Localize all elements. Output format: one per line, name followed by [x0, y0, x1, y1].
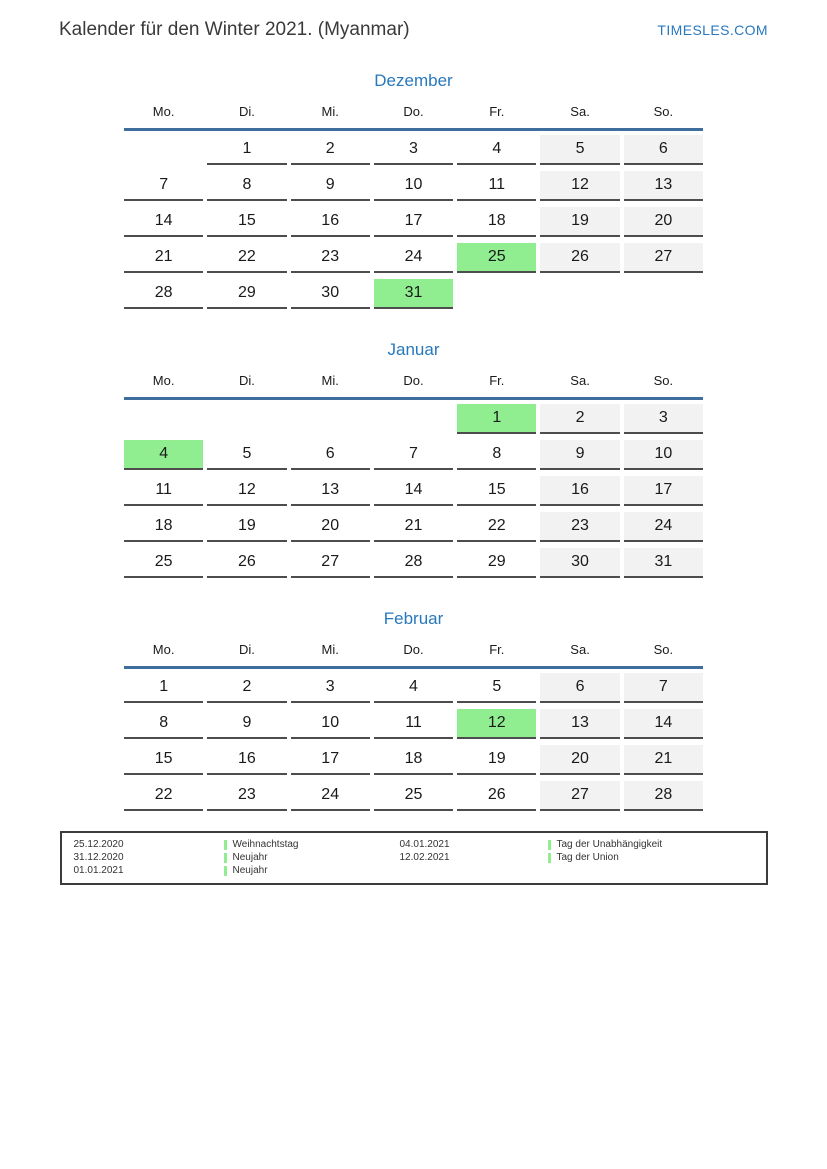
day-cell: 12: [207, 476, 286, 506]
legend-holiday-name: Tag der Union: [556, 852, 619, 863]
day-cell: 19: [457, 745, 536, 775]
legend-entry: [74, 838, 400, 851]
day-cell: 17: [291, 745, 370, 775]
day-cell: 29: [457, 548, 536, 578]
day-cell: 10: [624, 440, 703, 470]
holiday-marker-icon: [224, 853, 227, 863]
day-cell: 8: [207, 171, 286, 201]
holiday-marker-icon: [224, 866, 227, 876]
legend-entry: [74, 851, 400, 864]
day-cell: 24: [374, 243, 453, 273]
day-cell-empty: [540, 279, 619, 309]
weekday-label: Mi.: [321, 104, 339, 119]
weekday-label: Fr.: [489, 373, 505, 388]
weekday-label: Do.: [403, 642, 424, 657]
day-cell: 9: [540, 440, 619, 470]
day-cell: 3: [291, 673, 370, 703]
day-cell: 14: [624, 709, 703, 739]
day-cell: 24: [291, 781, 370, 811]
day-cell: 10: [291, 709, 370, 739]
legend-group: [400, 838, 663, 864]
day-cell: 31: [374, 279, 453, 309]
weekday-label: Sa.: [570, 104, 590, 119]
legend-group: [74, 838, 400, 877]
weekday-label: So.: [653, 104, 674, 119]
weekday-label: Fr.: [489, 642, 505, 657]
legend-date: 01.01.2021: [73, 865, 124, 876]
page-header: [0, 0, 827, 41]
day-cell: 17: [624, 476, 703, 506]
day-cell: 12: [540, 171, 619, 201]
day-cell-empty: [207, 404, 286, 434]
day-cell: 1: [124, 673, 203, 703]
day-cell-empty: [457, 279, 536, 309]
day-cell: 5: [540, 135, 619, 165]
day-cell: 2: [207, 673, 286, 703]
weekday-label: Di.: [238, 104, 255, 119]
month-dezember: [124, 71, 703, 309]
day-cell: 23: [291, 243, 370, 273]
legend-holiday-name: Tag der Unabhängigkeit: [556, 839, 663, 850]
holiday-marker-icon: [548, 840, 551, 850]
day-cell: 25: [457, 243, 536, 273]
day-cell: 2: [540, 404, 619, 434]
day-cell: 18: [124, 512, 203, 542]
legend-box: [60, 831, 768, 885]
day-cell: 1: [457, 404, 536, 434]
day-cell: 5: [207, 440, 286, 470]
weekday-label: Fr.: [489, 104, 505, 119]
day-cell: 11: [457, 171, 536, 201]
day-cell: 27: [291, 548, 370, 578]
legend-holiday-name: Neujahr: [232, 865, 268, 876]
day-cell-empty: [291, 404, 370, 434]
day-grid: [124, 400, 703, 578]
day-cell: 7: [624, 673, 703, 703]
day-cell: 20: [624, 207, 703, 237]
weekday-label: So.: [653, 642, 674, 657]
day-cell: 9: [207, 709, 286, 739]
day-cell: 7: [124, 171, 203, 201]
page-title: Kalender für den Winter 2021. (Myanmar): [59, 19, 410, 40]
weekday-header-row: [124, 373, 703, 400]
day-cell: 6: [540, 673, 619, 703]
legend-entry: [74, 864, 400, 877]
day-cell: 20: [291, 512, 370, 542]
day-cell: 30: [540, 548, 619, 578]
months-container: [124, 71, 703, 811]
day-cell: 21: [124, 243, 203, 273]
holiday-marker-icon: [548, 853, 551, 863]
legend-holiday-name: Weihnachtstag: [232, 839, 299, 850]
day-cell: 6: [291, 440, 370, 470]
legend-date: 25.12.2020: [73, 839, 124, 850]
day-cell: 16: [540, 476, 619, 506]
month-februar: [124, 609, 703, 811]
day-cell: 22: [124, 781, 203, 811]
legend-entry: [400, 851, 663, 864]
day-cell: 28: [124, 279, 203, 309]
day-cell: 8: [124, 709, 203, 739]
day-cell: 4: [124, 440, 203, 470]
legend-date: 31.12.2020: [73, 852, 124, 863]
month-title: Januar: [387, 340, 440, 359]
legend-date: 04.01.2021: [399, 839, 450, 850]
day-cell: 23: [540, 512, 619, 542]
day-cell: 15: [457, 476, 536, 506]
month-januar: [124, 340, 703, 578]
day-cell: 18: [457, 207, 536, 237]
day-cell: 28: [374, 548, 453, 578]
weekday-label: Mo.: [152, 104, 175, 119]
day-cell: 29: [207, 279, 286, 309]
day-cell: 15: [124, 745, 203, 775]
brand-link[interactable]: TIMESLES.COM: [657, 22, 768, 38]
day-cell: 26: [540, 243, 619, 273]
day-cell: 26: [457, 781, 536, 811]
day-cell: 23: [207, 781, 286, 811]
weekday-label: Do.: [403, 373, 424, 388]
day-cell-empty: [374, 404, 453, 434]
day-cell: 21: [374, 512, 453, 542]
month-title: Februar: [383, 609, 444, 628]
weekday-header-row: [124, 104, 703, 131]
day-cell: 4: [374, 673, 453, 703]
day-cell: 21: [624, 745, 703, 775]
day-grid: [124, 669, 703, 811]
day-cell-empty: [124, 135, 203, 165]
day-cell: 14: [124, 207, 203, 237]
day-cell: 17: [374, 207, 453, 237]
day-cell: 3: [374, 135, 453, 165]
day-cell: 1: [207, 135, 286, 165]
day-cell: 22: [457, 512, 536, 542]
day-cell: 16: [207, 745, 286, 775]
weekday-label: Mi.: [321, 642, 339, 657]
day-cell: 11: [374, 709, 453, 739]
day-cell: 27: [624, 243, 703, 273]
day-cell: 13: [540, 709, 619, 739]
day-cell: 13: [291, 476, 370, 506]
day-cell: 30: [291, 279, 370, 309]
day-cell: 18: [374, 745, 453, 775]
day-cell: 8: [457, 440, 536, 470]
day-cell: 19: [207, 512, 286, 542]
day-grid: [124, 131, 703, 309]
weekday-label: Di.: [238, 642, 255, 657]
day-cell: 7: [374, 440, 453, 470]
weekday-label: Di.: [238, 373, 255, 388]
day-cell: 13: [624, 171, 703, 201]
day-cell-empty: [124, 404, 203, 434]
weekday-label: Do.: [403, 104, 424, 119]
day-cell: 16: [291, 207, 370, 237]
day-cell-empty: [624, 279, 703, 309]
legend-date: 12.02.2021: [399, 852, 450, 863]
weekday-label: Mi.: [321, 373, 339, 388]
month-title: Dezember: [374, 71, 453, 90]
day-cell: 25: [374, 781, 453, 811]
day-cell: 6: [624, 135, 703, 165]
legend-entry: [400, 838, 663, 851]
day-cell: 27: [540, 781, 619, 811]
day-cell: 20: [540, 745, 619, 775]
weekday-label: So.: [653, 373, 674, 388]
day-cell: 26: [207, 548, 286, 578]
weekday-header-row: [124, 642, 703, 669]
day-cell: 22: [207, 243, 286, 273]
day-cell: 5: [457, 673, 536, 703]
day-cell: 11: [124, 476, 203, 506]
day-cell: 14: [374, 476, 453, 506]
day-cell: 2: [291, 135, 370, 165]
weekday-label: Mo.: [152, 642, 175, 657]
weekday-label: Sa.: [570, 642, 590, 657]
day-cell: 19: [540, 207, 619, 237]
day-cell: 28: [624, 781, 703, 811]
day-cell: 9: [291, 171, 370, 201]
legend-holiday-name: Neujahr: [232, 852, 268, 863]
holiday-marker-icon: [224, 840, 227, 850]
day-cell: 31: [624, 548, 703, 578]
weekday-label: Sa.: [570, 373, 590, 388]
weekday-label: Mo.: [152, 373, 175, 388]
day-cell: 15: [207, 207, 286, 237]
day-cell: 10: [374, 171, 453, 201]
day-cell: 24: [624, 512, 703, 542]
day-cell: 4: [457, 135, 536, 165]
day-cell: 25: [124, 548, 203, 578]
day-cell: 12: [457, 709, 536, 739]
day-cell: 3: [624, 404, 703, 434]
